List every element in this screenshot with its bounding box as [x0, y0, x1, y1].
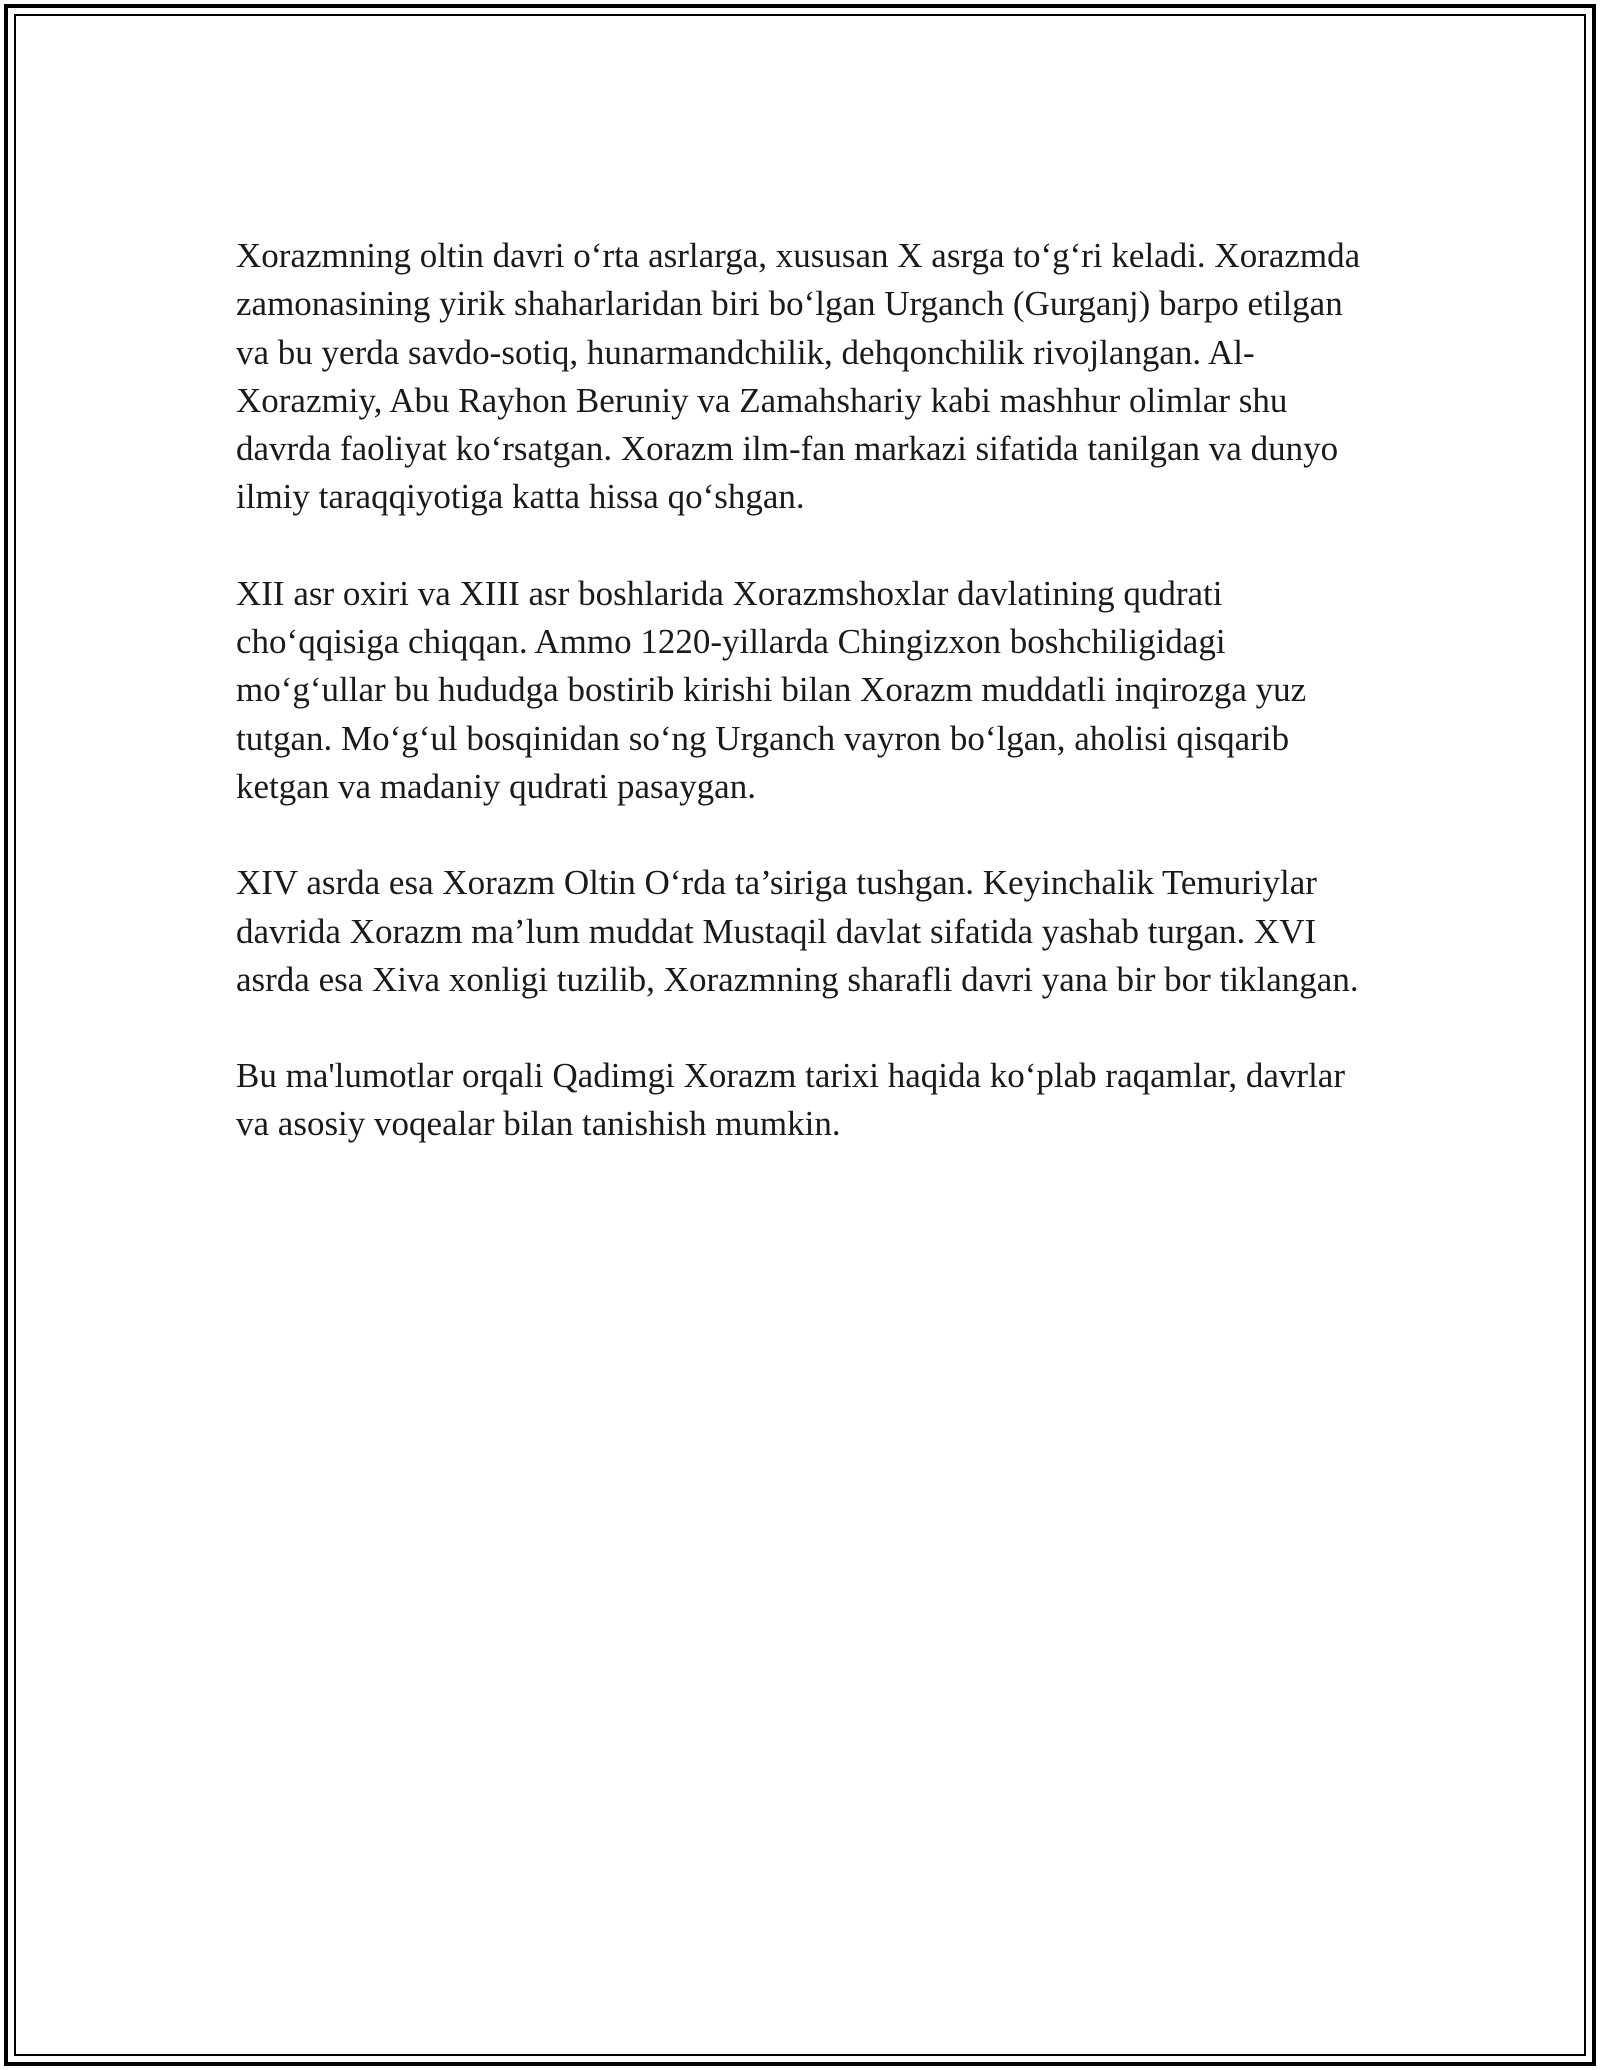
document-body: [236, 232, 1366, 1197]
paragraph-mongol-invasion: XII asr oxiri va XIII asr boshlarida Xorazmshoxlar davlatining qudrati cho‘qqisiga chiqqan. Ammo 1220-yillarda Chingizxon boshchiligidagi mo‘g‘ullar bu hududga bostirib kirishi bilan Xorazm muddatli inqirozga yuz tutgan. Mo‘g‘ul bosqinidan so‘ng Urganch vayron bo‘lgan, aholisi qisqarib ketgan va madaniy qudrati pasaygan.: [236, 573, 1307, 806]
paragraph-later-period: XIV asrda esa Xorazm Oltin O‘rda ta’siriga tushgan. Keyinchalik Temuriylar davrida Xorazm ma’lum muddat Mustaqil davlat sifatida yashab turgan. XVI asrda esa Xiva xonligi tuzilib, Xorazmning sharafli davri yana bir bor tiklangan.: [236, 863, 1359, 999]
paragraph-conclusion: Bu ma'lumotlar orqali Qadimgi Xorazm tarixi haqida ko‘plab raqamlar, davrlar va asosiy voqealar bilan tanishish mumkin.: [236, 1056, 1345, 1144]
paragraph-golden-age: Xorazmning oltin davri o‘rta asrlarga, xususan X asrga to‘g‘ri keladi. Xorazmda zamonasining yirik shaharlaridan biri bo‘lgan Urganch (Gurganj) barpo etilgan va bu yerda savdo-sotiq, hunarmandchilik, dehqonchilik rivojlangan. Al-Xorazmiy, Abu Rayhon Beruniy va Zamahshariy kabi mashhur olimlar shu davrda faoliyat ko‘rsatgan. Xorazm ilm-fan markazi sifatida tanilgan va dunyo ilmiy taraqqiyotiga katta hissa qo‘shgan.: [236, 236, 1361, 517]
